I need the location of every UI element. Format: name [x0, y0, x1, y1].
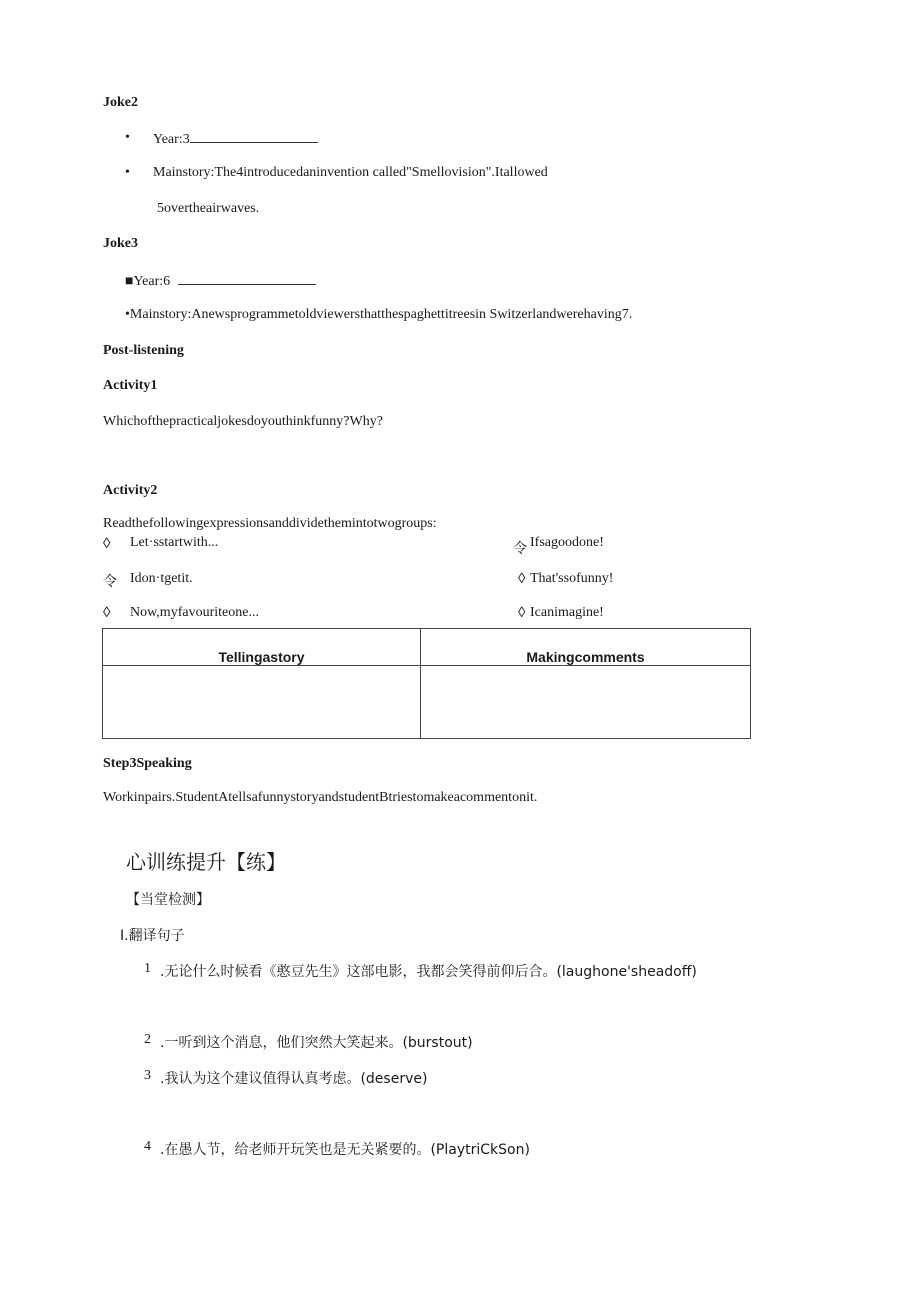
diamond-icon: ◊ [103, 536, 111, 552]
joke3-main-story: •Mainstory:Anewsprogrammetoldviewersthatthespaghettitreesin Switzerlandwerehaving7. [125, 307, 633, 322]
activity1-heading: Activity1 [103, 378, 158, 393]
question-text: .我认为这个建议值得认真考虑。(deserve) [160, 1071, 428, 1087]
square-bullet-icon: ■ [125, 274, 134, 289]
expression-item: Ifsagoodone! [530, 535, 604, 550]
diamond-icon: ◊ [518, 605, 526, 621]
table-cell-telling[interactable] [103, 666, 421, 739]
joke2-year-label: Year:3 [153, 132, 190, 147]
marker-icon: 令 [513, 541, 527, 557]
expression-item: Icanimagine! [530, 605, 604, 620]
step3-text: Workinpairs.StudentAtellsafunnystoryandstudentBtriestomakeacommentonit. [103, 790, 538, 805]
activity2-instruction: Readthefollowingexpressionsanddividethemintotwogroups: [103, 516, 437, 531]
joke2-main-story: Mainstory:The4introducedaninvention called"Smellovision".Itallowed [153, 165, 548, 180]
marker-icon: 令 [103, 574, 117, 590]
joke3-year-label: Year:6 [133, 274, 171, 289]
joke2-year [153, 130, 318, 148]
diamond-icon: ◊ [103, 605, 111, 621]
post-listening-heading: Post-listening [103, 343, 184, 358]
answer-blank[interactable] [178, 272, 316, 285]
question-number: 1 [144, 961, 151, 976]
expression-item: That'ssofunny! [530, 571, 614, 586]
table-header-comments: Makingcomments [421, 629, 751, 666]
joke3-year [125, 272, 316, 290]
practice-title: 心训练提升【练】 [126, 850, 286, 874]
joke3-heading: Joke3 [103, 236, 138, 251]
joke2-heading: Joke2 [103, 95, 138, 110]
question-number: 2 [144, 1032, 151, 1047]
bullet: • [125, 165, 130, 180]
translation-section-label: I.翻译句子 [120, 928, 185, 944]
practice-subtitle: 【当堂检测】 [126, 892, 210, 908]
diamond-icon: ◊ [518, 571, 526, 587]
question-text: .无论什么时候看《憨豆先生》这部电影，我都会笑得前仰后合。(laughone'sheadoff) [160, 964, 697, 980]
step3-heading: Step3Speaking [103, 756, 192, 771]
table-cell-comments[interactable] [421, 666, 751, 739]
question-text: .在愚人节，给老师开玩笑也是无关紧要的。(PlaytriCkSon) [160, 1142, 530, 1158]
joke2-main-story-cont: 5overtheairwaves. [157, 201, 260, 216]
question-number: 4 [144, 1139, 151, 1154]
bullet: • [125, 130, 130, 145]
answer-blank[interactable] [190, 130, 318, 143]
activity1-question: Whichofthepracticaljokesdoyouthinkfunny?Why? [103, 414, 383, 429]
expression-item: Let·sstartwith... [130, 535, 219, 550]
classification-table [102, 628, 751, 739]
question-text: .一听到这个消息，他们突然大笑起来。(burstout) [160, 1035, 473, 1051]
expression-item: Now,myfavouriteone... [130, 605, 259, 620]
table-header-telling: Tellingastory [103, 629, 421, 666]
question-number: 3 [144, 1068, 151, 1083]
activity2-heading: Activity2 [103, 483, 158, 498]
expression-item: Idon·tgetit. [130, 571, 193, 586]
